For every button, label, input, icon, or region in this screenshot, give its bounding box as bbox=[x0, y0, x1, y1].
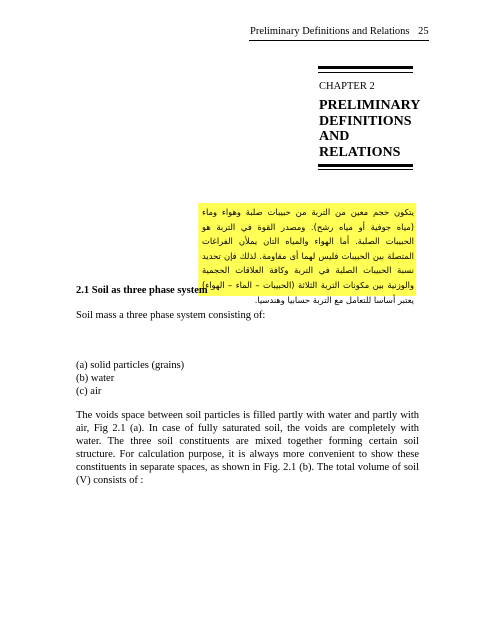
chapter-bottom-thick-rule bbox=[318, 164, 413, 167]
arabic-summary-box: يتكون حجم معين من التربة من حبيبات صلبة وهواء وماء (مياه جوفية أو مياه رشح). ومصدر القوة في التربة هو الحبيبات الصلبة. أما الهواء والمياه التان يملأن الفراغات المتصلة بين الحبيبات فليس لهما أى مقاومة. لذلك فإن تحديد نسبة الحبيبات الصلبة في التربة وكافة العلاقات الحجمية والوزنية بين مكونات التربة الثلاثة (الحبيبات – الماء – الهواء) يعتبر أساسا للتعامل مع التربة حسابيا وهندسيا. bbox=[198, 203, 416, 296]
chapter-bottom-thin-rule bbox=[318, 169, 413, 170]
chapter-title-line: AND bbox=[319, 129, 350, 144]
running-title: Preliminary Definitions and Relations bbox=[250, 26, 410, 37]
chapter-title-line: PRELIMINARY bbox=[319, 98, 421, 113]
list-item: (a) solid particles (grains) bbox=[76, 360, 185, 371]
chapter-label: CHAPTER 2 bbox=[319, 81, 375, 92]
chapter-title-line: RELATIONS bbox=[319, 144, 401, 160]
list-item: (b) water bbox=[76, 373, 115, 385]
chapter-top-thick-rule bbox=[318, 66, 413, 69]
body-paragraph: The voids space between soil particles is filled partly with water and partly with air, Fig 2.1 (a). In case of fully saturated soil, the voids are completely with water. The three soil constituents are mixed together forming certain soil structure. For calculation purpose, it is always more convenient to show these constituents in separate spaces, as shown in Fig. 2.1 (b). The total volume of soil (V) consists of : bbox=[76, 410, 419, 487]
constituent-list bbox=[76, 359, 184, 399]
list-item: (c) air bbox=[76, 386, 102, 398]
chapter-top-thin-rule bbox=[318, 72, 413, 73]
header-rule bbox=[249, 40, 429, 41]
chapter-title-line: DEFINITIONS bbox=[319, 113, 412, 129]
section-intro: Soil mass a three phase system consisting of: bbox=[76, 310, 266, 321]
chapter-title bbox=[319, 98, 420, 160]
running-header bbox=[250, 26, 429, 37]
page-number: 25 bbox=[418, 26, 429, 37]
section-heading: 2.1 Soil as three phase system bbox=[76, 285, 208, 296]
